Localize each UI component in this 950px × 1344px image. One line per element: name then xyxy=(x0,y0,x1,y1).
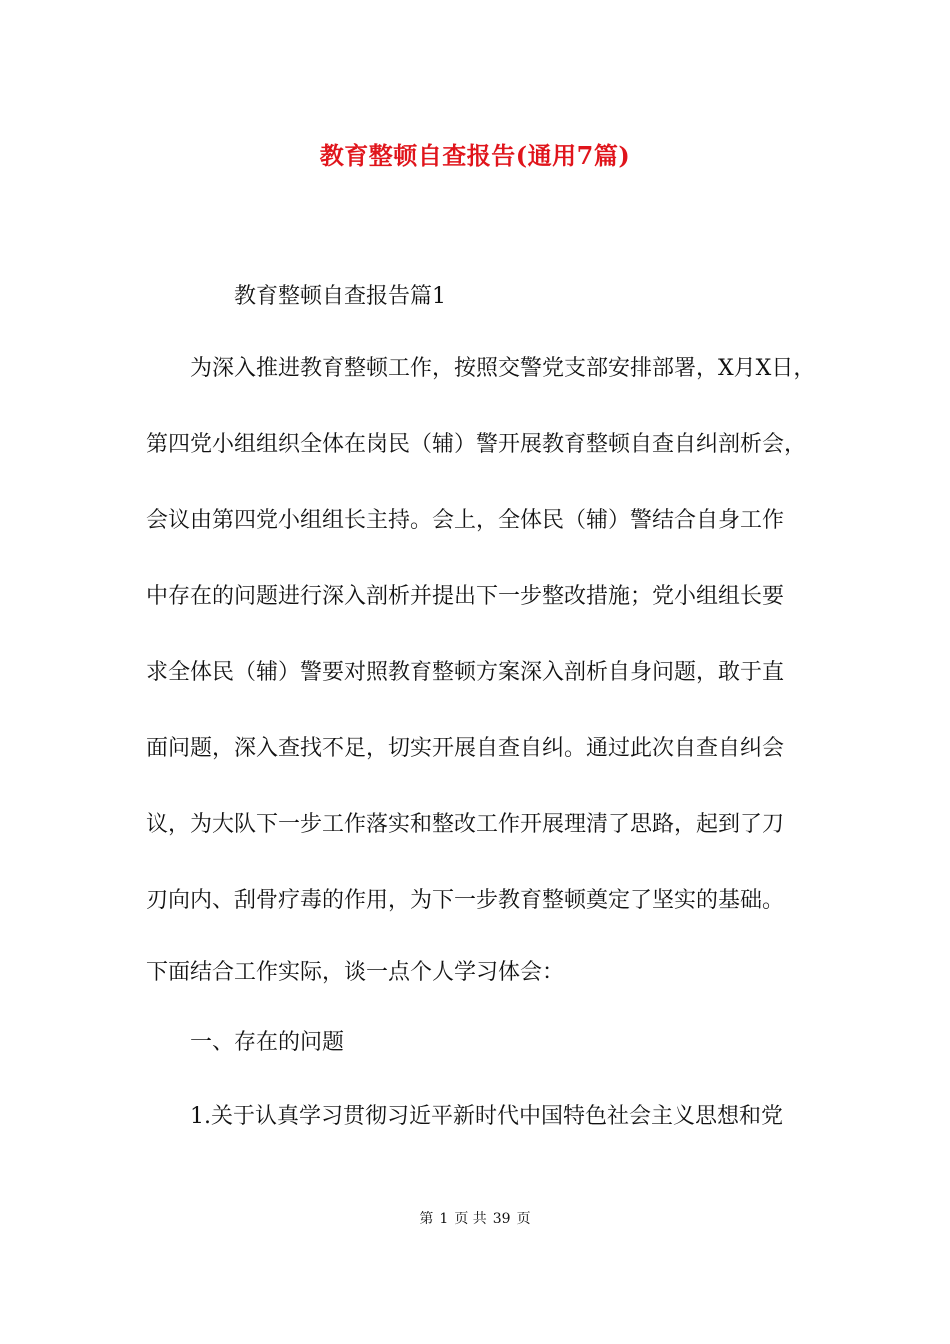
body-line-1: 为深入推进教育整顿工作，按照交警党支部安排部署，X月X日， xyxy=(190,356,816,381)
footer-middle: 页 共 xyxy=(454,1211,487,1227)
body-line-8: 刃向内、刮骨疗毒的作用，为下一步教育整顿奠定了坚实的基础。 xyxy=(146,888,785,913)
body-line-5: 求全体民（辅）警要对照教育整顿方案深入剖析自身问题，敢于直 xyxy=(146,660,785,685)
subheading: 一、存在的问题 xyxy=(190,1030,345,1055)
footer-suffix: 页 xyxy=(516,1211,531,1227)
body-line-6: 面问题，深入查找不足，切实开展自查自纠。通过此次自查自纠会 xyxy=(146,736,785,761)
page-footer xyxy=(0,1208,950,1228)
body-line-3: 会议由第四党小组组长主持。会上，全体民（辅）警结合自身工作 xyxy=(146,508,785,533)
body-line-2: 第四党小组组织全体在岗民（辅）警开展教育整顿自查自纠剖析会， xyxy=(146,432,807,457)
footer-total-pages: 39 xyxy=(492,1211,511,1227)
section-heading: 教育整顿自查报告篇1 xyxy=(234,284,446,309)
list-item-1: 1.关于认真学习贯彻习近平新时代中国特色社会主义思想和党 xyxy=(190,1104,783,1129)
body-line-9: 下面结合工作实际，谈一点个人学习体会： xyxy=(146,960,565,985)
body-line-4: 中存在的问题进行深入剖析并提出下一步整改措施；党小组组长要 xyxy=(146,584,785,609)
footer-prefix: 第 xyxy=(419,1211,434,1227)
body-line-7: 议，为大队下一步工作落实和整改工作开展理清了思路，起到了刀 xyxy=(146,812,785,837)
footer-current-page: 1 xyxy=(439,1211,449,1227)
document-title: 教育整顿自查报告(通用7篇) xyxy=(319,141,631,170)
